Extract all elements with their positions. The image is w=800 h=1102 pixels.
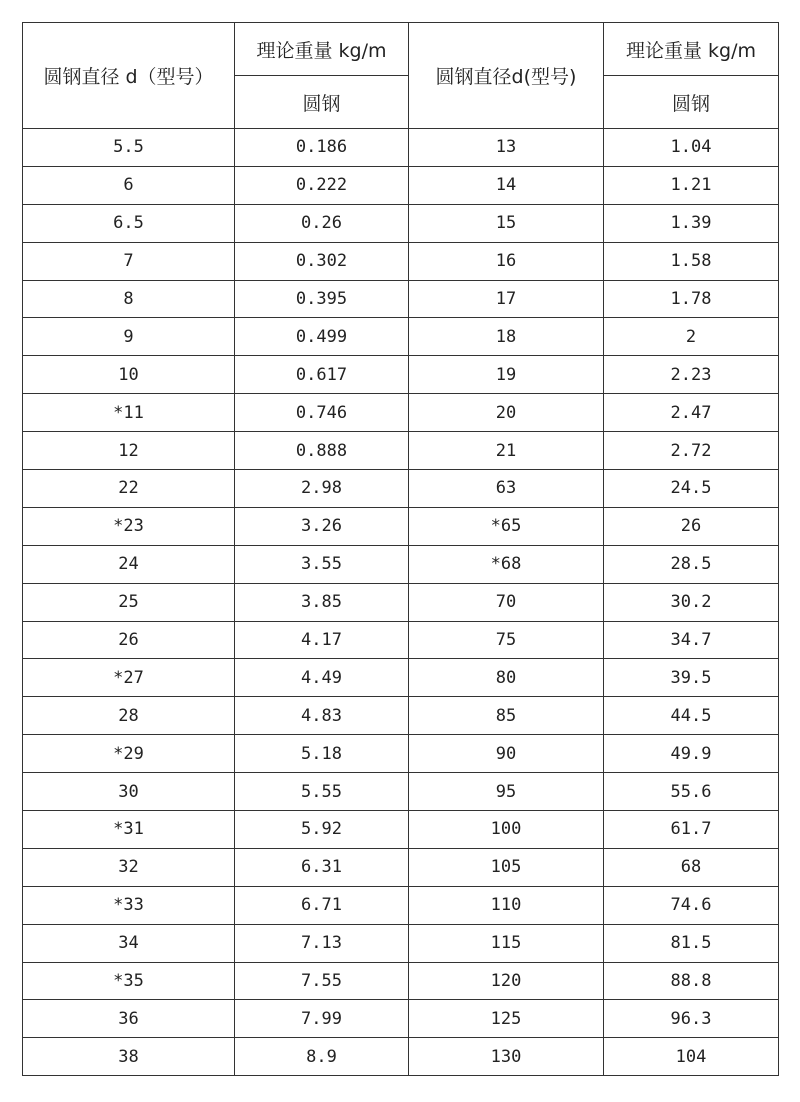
weight-right-cell: 28.5 bbox=[604, 545, 779, 583]
table-row bbox=[23, 432, 779, 470]
diameter-left-cell: *29 bbox=[23, 735, 235, 773]
table-row bbox=[23, 886, 779, 924]
weight-right-cell: 2.23 bbox=[604, 356, 779, 394]
diameter-left-cell: 24 bbox=[23, 545, 235, 583]
diameter-left-cell: 25 bbox=[23, 583, 235, 621]
diameter-right-cell: 17 bbox=[409, 280, 604, 318]
diameter-left-cell: 6 bbox=[23, 166, 235, 204]
table-row bbox=[23, 318, 779, 356]
diameter-right-cell: 80 bbox=[409, 659, 604, 697]
weight-right-cell: 96.3 bbox=[604, 1000, 779, 1038]
weight-left-cell: 4.83 bbox=[235, 697, 409, 735]
weight-left-cell: 0.746 bbox=[235, 394, 409, 432]
weight-left-cell: 0.222 bbox=[235, 166, 409, 204]
table-row bbox=[23, 356, 779, 394]
weight-left-cell: 7.99 bbox=[235, 1000, 409, 1038]
diameter-right-cell: 13 bbox=[409, 129, 604, 167]
weight-left-cell: 7.55 bbox=[235, 962, 409, 1000]
weight-left-cell: 3.26 bbox=[235, 507, 409, 545]
diameter-left-cell: *33 bbox=[23, 886, 235, 924]
weight-left-cell: 7.13 bbox=[235, 924, 409, 962]
diameter-right-cell: 75 bbox=[409, 621, 604, 659]
diameter-right-cell: 18 bbox=[409, 318, 604, 356]
weight-right-cell: 2.47 bbox=[604, 394, 779, 432]
diameter-right-cell: 100 bbox=[409, 811, 604, 849]
diameter-left-cell: 9 bbox=[23, 318, 235, 356]
table-row bbox=[23, 545, 779, 583]
weight-left-cell: 0.888 bbox=[235, 432, 409, 470]
diameter-right-cell: 21 bbox=[409, 432, 604, 470]
diameter-right-cell: 130 bbox=[409, 1038, 604, 1076]
table-row bbox=[23, 280, 779, 318]
weight-right-cell: 44.5 bbox=[604, 697, 779, 735]
table-row bbox=[23, 659, 779, 697]
header-weight-right: 理论重量 kg/m bbox=[604, 23, 779, 76]
weight-right-cell: 2 bbox=[604, 318, 779, 356]
weight-left-cell: 5.92 bbox=[235, 811, 409, 849]
weight-right-cell: 74.6 bbox=[604, 886, 779, 924]
diameter-left-cell: 12 bbox=[23, 432, 235, 470]
diameter-right-cell: 95 bbox=[409, 773, 604, 811]
table-row bbox=[23, 773, 779, 811]
table-row bbox=[23, 394, 779, 432]
table-body bbox=[23, 23, 779, 1076]
weight-left-cell: 0.499 bbox=[235, 318, 409, 356]
header-diameter-left: 圆钢直径 d（型号） bbox=[23, 23, 235, 129]
table-row bbox=[23, 697, 779, 735]
weight-right-cell: 1.58 bbox=[604, 242, 779, 280]
weight-left-cell: 0.186 bbox=[235, 129, 409, 167]
weight-left-cell: 8.9 bbox=[235, 1038, 409, 1076]
diameter-left-cell: 34 bbox=[23, 924, 235, 962]
diameter-right-cell: 120 bbox=[409, 962, 604, 1000]
weight-left-cell: 0.395 bbox=[235, 280, 409, 318]
table-row bbox=[23, 166, 779, 204]
diameter-left-cell: 30 bbox=[23, 773, 235, 811]
weight-right-cell: 1.21 bbox=[604, 166, 779, 204]
header-round-left: 圆钢 bbox=[235, 76, 409, 129]
header-row-top bbox=[23, 23, 779, 76]
table-row bbox=[23, 735, 779, 773]
diameter-left-cell: 26 bbox=[23, 621, 235, 659]
header-weight-left: 理论重量 kg/m bbox=[235, 23, 409, 76]
weight-left-cell: 2.98 bbox=[235, 470, 409, 508]
table-row bbox=[23, 242, 779, 280]
table-row bbox=[23, 811, 779, 849]
weight-left-cell: 5.55 bbox=[235, 773, 409, 811]
diameter-right-cell: 70 bbox=[409, 583, 604, 621]
diameter-left-cell: 32 bbox=[23, 848, 235, 886]
weight-right-cell: 1.04 bbox=[604, 129, 779, 167]
diameter-right-cell: 105 bbox=[409, 848, 604, 886]
diameter-left-cell: 6.5 bbox=[23, 204, 235, 242]
diameter-left-cell: 7 bbox=[23, 242, 235, 280]
diameter-right-cell: 16 bbox=[409, 242, 604, 280]
table-row bbox=[23, 924, 779, 962]
diameter-left-cell: 22 bbox=[23, 470, 235, 508]
table-row bbox=[23, 1038, 779, 1076]
weight-right-cell: 1.78 bbox=[604, 280, 779, 318]
diameter-right-cell: 15 bbox=[409, 204, 604, 242]
weight-left-cell: 4.17 bbox=[235, 621, 409, 659]
table-row bbox=[23, 621, 779, 659]
weight-left-cell: 0.26 bbox=[235, 204, 409, 242]
diameter-left-cell: 5.5 bbox=[23, 129, 235, 167]
weight-right-cell: 24.5 bbox=[604, 470, 779, 508]
weight-right-cell: 34.7 bbox=[604, 621, 779, 659]
diameter-left-cell: 28 bbox=[23, 697, 235, 735]
diameter-left-cell: *23 bbox=[23, 507, 235, 545]
weight-right-cell: 61.7 bbox=[604, 811, 779, 849]
table-row bbox=[23, 848, 779, 886]
weight-left-cell: 0.617 bbox=[235, 356, 409, 394]
diameter-left-cell: 10 bbox=[23, 356, 235, 394]
table-row bbox=[23, 204, 779, 242]
header-round-right: 圆钢 bbox=[604, 76, 779, 129]
diameter-right-cell: 14 bbox=[409, 166, 604, 204]
header-diameter-right: 圆钢直径d(型号) bbox=[409, 23, 604, 129]
diameter-right-cell: 63 bbox=[409, 470, 604, 508]
weight-left-cell: 3.85 bbox=[235, 583, 409, 621]
weight-right-cell: 26 bbox=[604, 507, 779, 545]
weight-right-cell: 81.5 bbox=[604, 924, 779, 962]
diameter-left-cell: 8 bbox=[23, 280, 235, 318]
weight-right-cell: 1.39 bbox=[604, 204, 779, 242]
diameter-right-cell: 85 bbox=[409, 697, 604, 735]
diameter-left-cell: *11 bbox=[23, 394, 235, 432]
diameter-right-cell: 125 bbox=[409, 1000, 604, 1038]
diameter-right-cell: 19 bbox=[409, 356, 604, 394]
weight-left-cell: 6.31 bbox=[235, 848, 409, 886]
weight-right-cell: 39.5 bbox=[604, 659, 779, 697]
weight-right-cell: 30.2 bbox=[604, 583, 779, 621]
steel-weight-table bbox=[22, 22, 779, 1076]
diameter-left-cell: 36 bbox=[23, 1000, 235, 1038]
diameter-right-cell: 115 bbox=[409, 924, 604, 962]
diameter-left-cell: *35 bbox=[23, 962, 235, 1000]
weight-right-cell: 55.6 bbox=[604, 773, 779, 811]
diameter-right-cell: *65 bbox=[409, 507, 604, 545]
weight-left-cell: 0.302 bbox=[235, 242, 409, 280]
diameter-left-cell: 38 bbox=[23, 1038, 235, 1076]
weight-right-cell: 2.72 bbox=[604, 432, 779, 470]
table-row bbox=[23, 583, 779, 621]
table-row bbox=[23, 507, 779, 545]
diameter-right-cell: 20 bbox=[409, 394, 604, 432]
table-row bbox=[23, 1000, 779, 1038]
table-row bbox=[23, 962, 779, 1000]
table-row bbox=[23, 470, 779, 508]
diameter-right-cell: *68 bbox=[409, 545, 604, 583]
weight-left-cell: 5.18 bbox=[235, 735, 409, 773]
weight-left-cell: 3.55 bbox=[235, 545, 409, 583]
diameter-left-cell: *31 bbox=[23, 811, 235, 849]
diameter-left-cell: *27 bbox=[23, 659, 235, 697]
weight-right-cell: 88.8 bbox=[604, 962, 779, 1000]
weight-left-cell: 6.71 bbox=[235, 886, 409, 924]
weight-right-cell: 68 bbox=[604, 848, 779, 886]
weight-right-cell: 104 bbox=[604, 1038, 779, 1076]
diameter-right-cell: 90 bbox=[409, 735, 604, 773]
table-row bbox=[23, 129, 779, 167]
weight-left-cell: 4.49 bbox=[235, 659, 409, 697]
weight-right-cell: 49.9 bbox=[604, 735, 779, 773]
diameter-right-cell: 110 bbox=[409, 886, 604, 924]
